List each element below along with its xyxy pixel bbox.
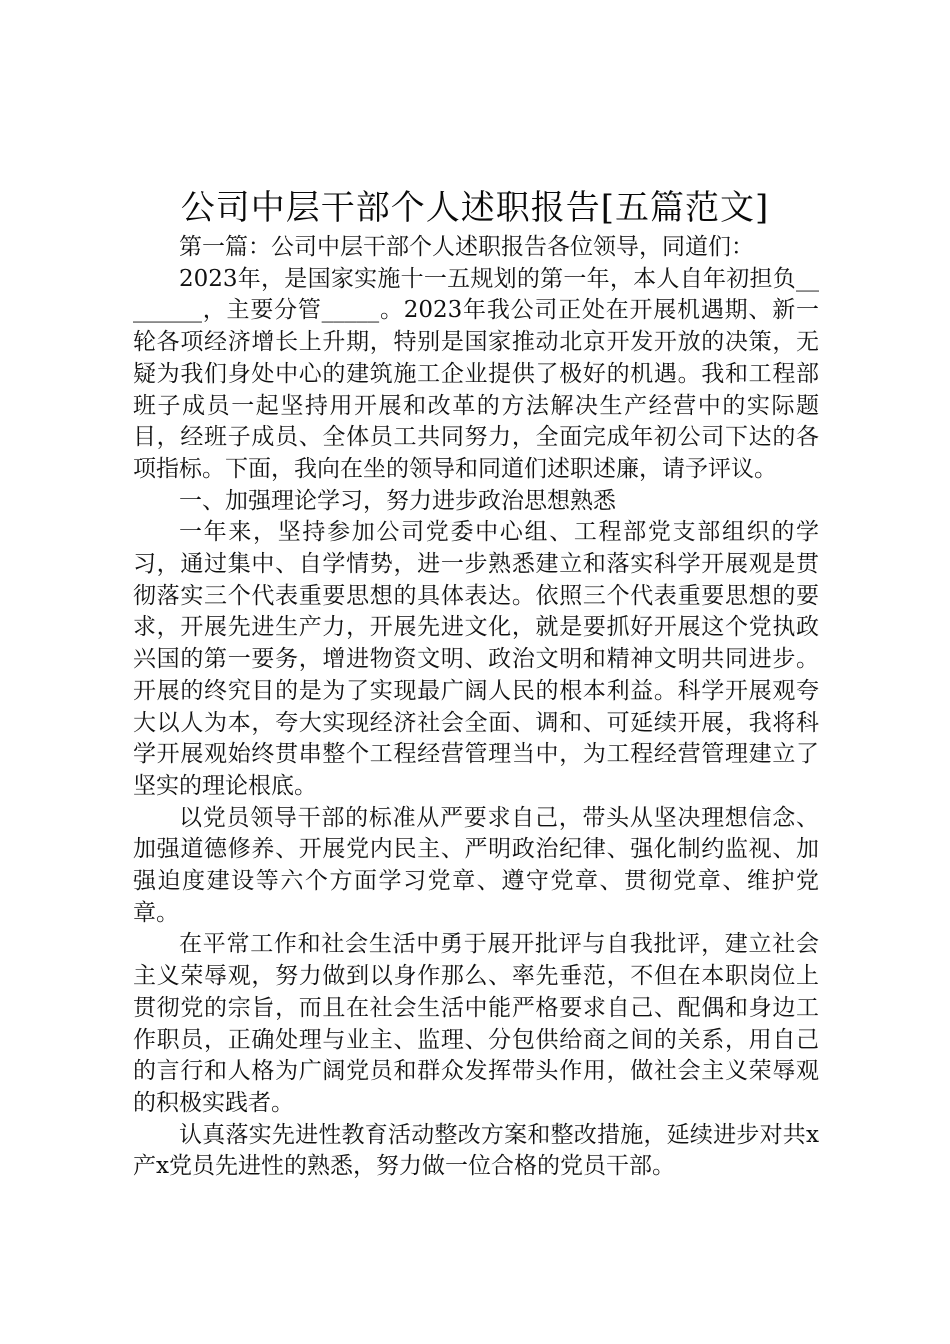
paragraph-intro: 第一篇：公司中层干部个人述职报告各位领导，同道们： xyxy=(179,234,754,260)
paragraph-standards: 以党员领导干部的标准从严要求自己，带头从坚决理想信念、加强道德修养、开展党内民主、严明政治纪律、强化制约监视、加强迫度建设等六个方面学习党章、遵守党章、贯彻党章、维护党章。 xyxy=(133,804,819,926)
paragraph-study: 一年来，坚持参加公司党委中心组、工程部党支部组织的学习，通过集中、自学情势，进一步熟悉建立和落实科学开展观是贯彻落实三个代表重要思想的具体表达。依照三个代表重要思想的要求，开展先进生产力，开展先进文化，就是要抓好开展这个党执政兴国的第一要务，增进物资文明、政治文明和精神文明共同进步。开展的终究目的是为了实现最广阔人民的根本利益。科学开展观夸大以人为本，夸大实现经济社会全面、调和、可延续开展，我将科学开展观始终贯串整个工程经营管理当中，为工程经营管理建立了坚实的理论根底。 xyxy=(133,519,819,799)
paragraph-overview: 2023年，是国家实施十一五规划的第一年，本人自年初担负________，主要分管_____。2023年我公司正处在开展机遇期、新一轮各项经济增长上升期，特别是国家推动北京开发开放的决策，无疑为我们身处中心的建筑施工企业提供了极好的机遇。我和工程部班子成员一起坚持用开展和改革的方法解决生产经营中的实际题目，经班子成员、全体员工共同努力，全面完成年初公司下达的各项指标。下面，我向在坐的领导和同道们述职述廉，请予评议。 xyxy=(133,265,819,482)
document-body xyxy=(133,232,819,1183)
paragraph-rectification: 认真落实先进性教育活动整改方案和整改措施，延续进步对共x产x党员先进性的熟悉，努力做一位合格的党员干部。 xyxy=(133,1121,819,1180)
document-title: 公司中层干部个人述职报告[五篇范文] xyxy=(180,188,770,228)
section-heading: 一、加强理论学习，努力进步政治思想熟悉 xyxy=(179,487,616,514)
paragraph-criticism: 在平常工作和社会生活中勇于展开批评与自我批评，建立社会主义荣辱观，努力做到以身作那么、率先垂范，不但在本职岗位上贯彻党的宗旨，而且在社会生活中能严格要求自己、配偶和身边工作职员，正确处理与业主、监理、分包供给商之间的关系，用自己的言行和人格为广阔党员和群众发挥带头作用，做社会主义荣辱观的积极实践者。 xyxy=(133,931,819,1116)
